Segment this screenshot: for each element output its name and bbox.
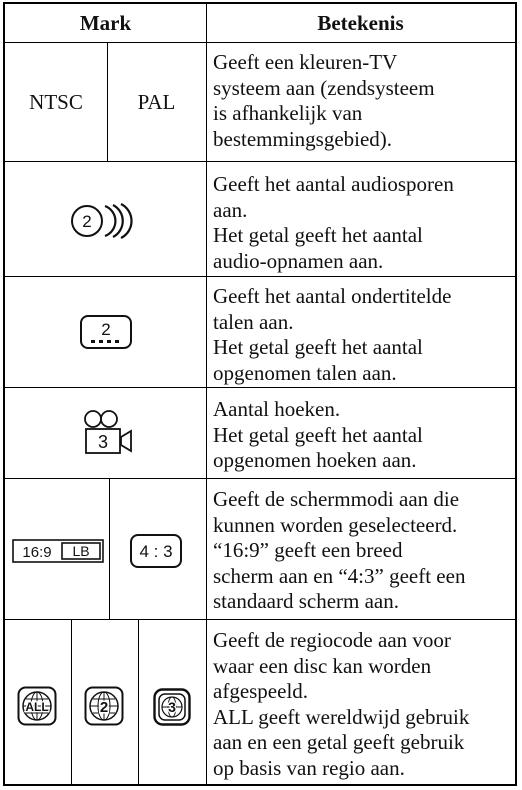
aspect-4-3-mark [109,479,206,619]
region-all-icon [17,686,57,726]
aspect-4-3-icon [129,533,183,569]
subtitles-icon [79,314,133,350]
region-all-mark [5,620,71,784]
header-mark: Mark [79,10,132,35]
aspect-4-3-label: 4 : 3 [139,542,173,561]
marks-table [3,2,517,786]
camera-angles-mark [5,388,206,478]
region-2-icon [84,686,124,726]
letterbox-label: LB [72,543,90,559]
header-meaning: Betekenis [317,10,404,35]
subtitle-count: 2 [101,320,111,339]
row-1-description: Geeft een kleuren-TV systeem aan (zendsysteem is afhankelijk van bestemmingsgebied). [213,50,435,151]
region-2-label: 2 [99,699,109,716]
row-5-description: Geeft de schermmodi aan die kunnen worden geselecteerd. “16:9” geeft een breed scherm aan en “4:3” geeft een standaard scherm aan. [213,487,466,613]
ntsc-mark: NTSC [29,89,83,114]
widescreen-mark [5,479,109,619]
row-2-description: Geeft het aantal audiosporen aan. Het getal geeft het aantal audio-opnamen aan. [213,172,454,273]
subtitles-mark [5,277,206,387]
camera-angles-icon [83,408,135,458]
widescreen-label: 16:9 [22,544,52,561]
audio-tracks-icon [67,201,147,241]
audio-track-count: 2 [82,212,92,231]
row-6-description: Geeft de regiocode aan voor waar een disc kan worden afgespeeld. ALL geeft wereldwijd gebruik aan en een getal geeft gebruik op basis van regio aan. [213,628,470,780]
pal-mark: PAL [137,89,176,114]
row-3-description: Geeft het aantal ondertitelde talen aan. Het getal geeft het aantal opgenomen talen aan. [213,284,452,385]
region-all-label: ALL [25,700,49,714]
region-3-label: 3 [168,699,176,715]
region-3-icon [153,688,191,726]
audio-tracks-mark [5,162,206,276]
region-3-mark [138,620,206,784]
region-2-mark [71,620,138,784]
angle-count: 3 [97,432,109,452]
row-4-description: Aantal hoeken. Het getal geeft het aantal opgenomen hoeken aan. [213,397,423,472]
widescreen-icon [12,539,104,563]
